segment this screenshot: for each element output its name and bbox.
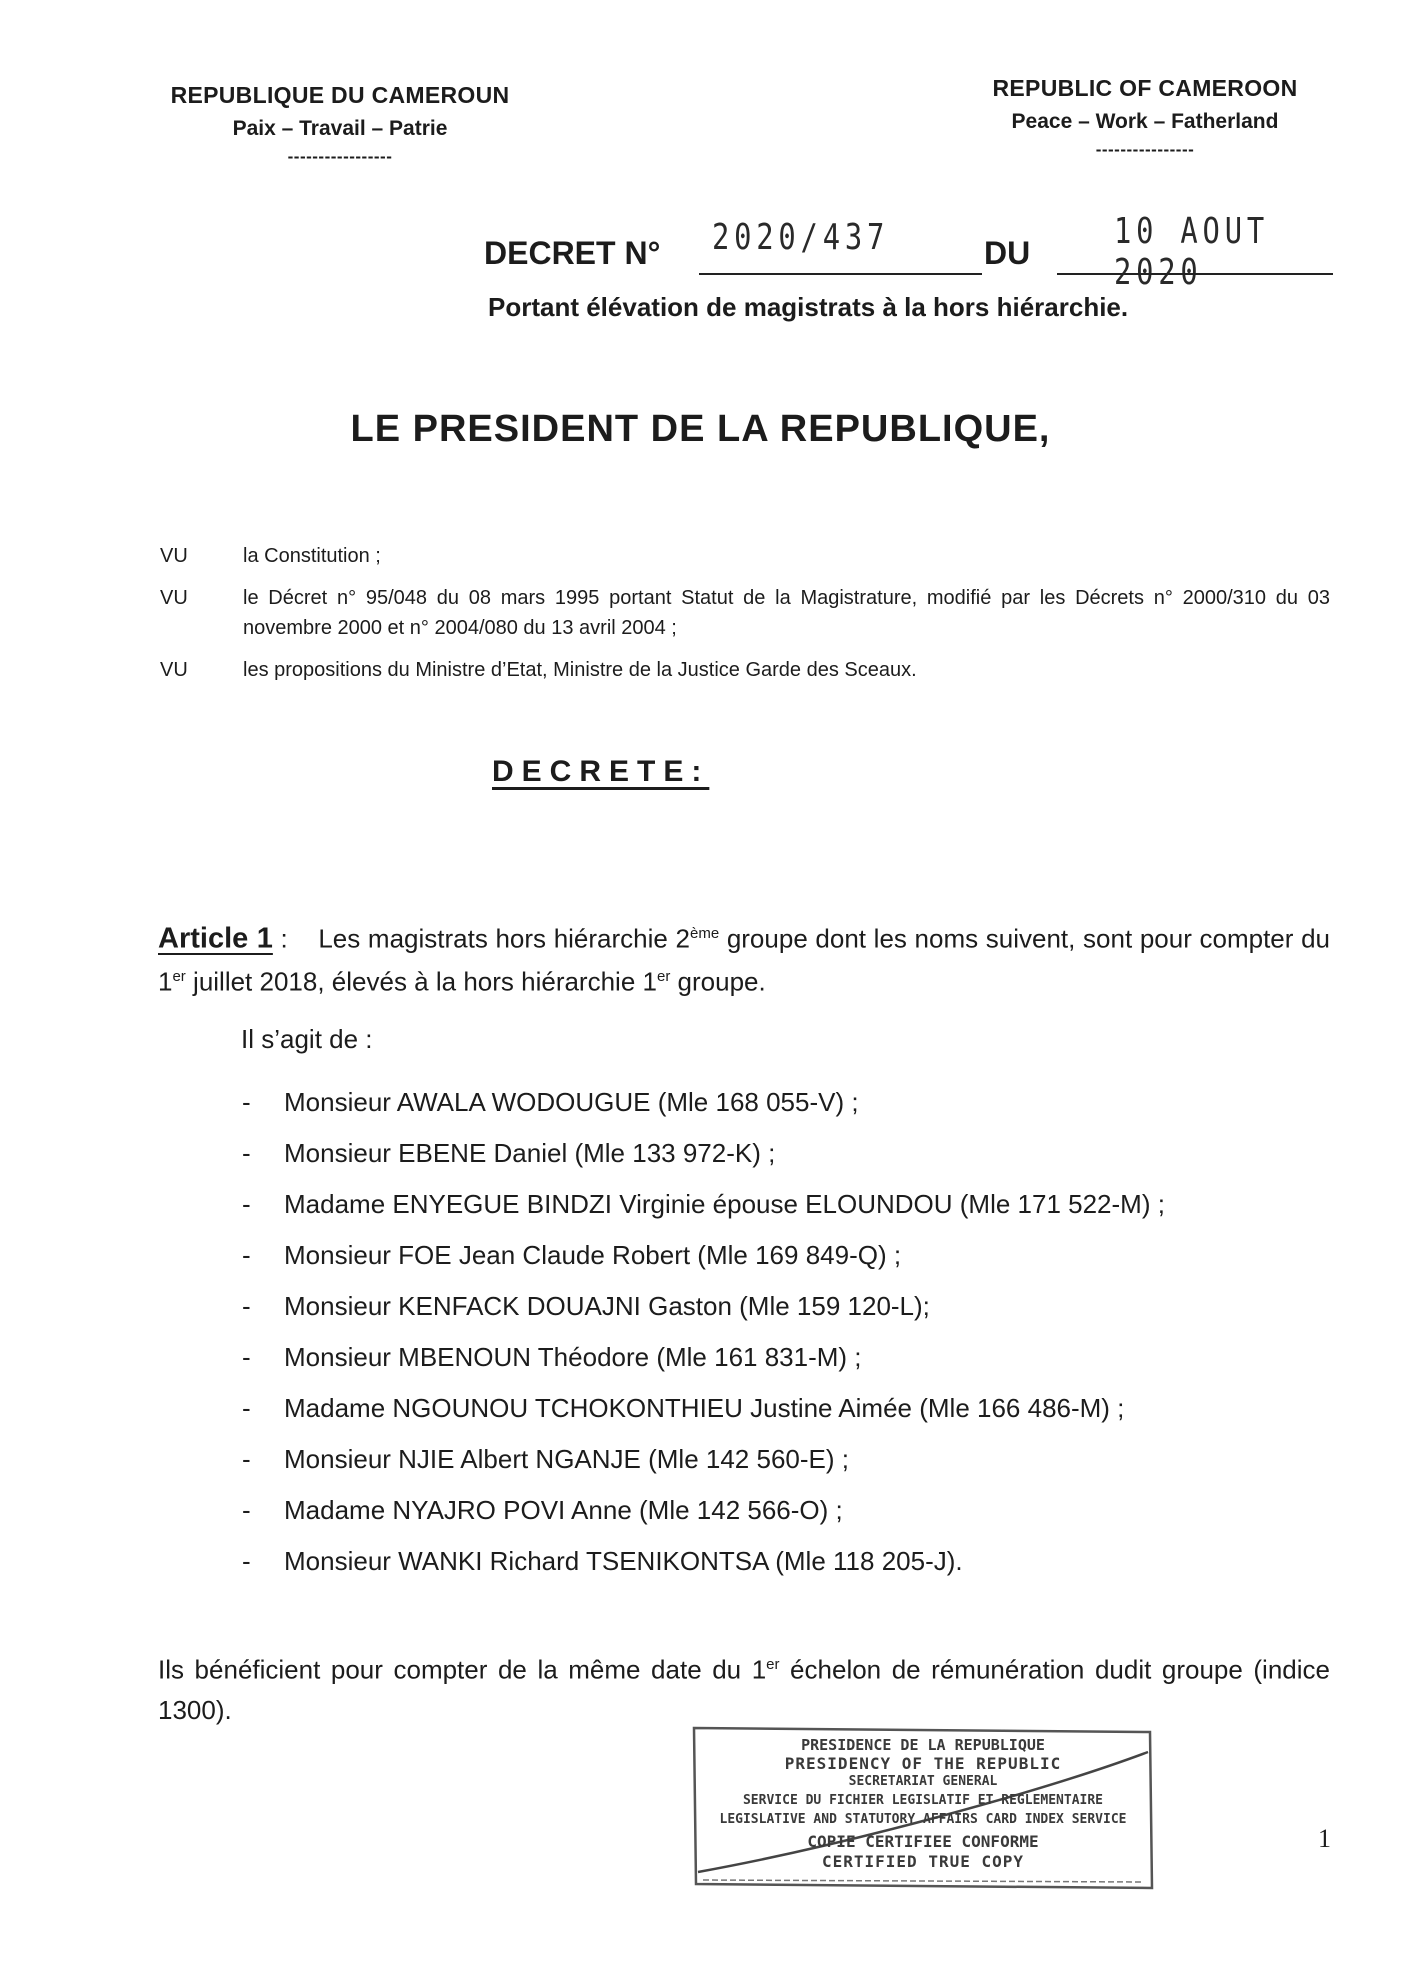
list-intro: Il s’agit de : xyxy=(241,1024,373,1054)
stamp-line: COPIE CERTIFIEE CONFORME xyxy=(807,1832,1039,1851)
superscript: er xyxy=(766,1656,780,1673)
list-item: - Monsieur MBENOUN Théodore (Mle 161 831-M) ; xyxy=(242,1342,862,1372)
president-heading: LE PRESIDENT DE LA REPUBLIQUE, xyxy=(350,408,1051,450)
decree-number-underline xyxy=(699,273,982,275)
vu-label: VU xyxy=(160,545,188,567)
decrete-heading: DECRETE: xyxy=(492,755,710,788)
header-divider: ---------------- xyxy=(1095,140,1195,159)
magistrate-name: Monsieur EBENE Daniel (Mle 133 972-K) ; xyxy=(284,1138,776,1168)
article-text: Les magistrats hors hiérarchie 2 xyxy=(318,923,690,954)
list-item: - Madame ENYEGUE BINDZI Virginie épouse ELOUNDOU (Mle 171 522-M) ; xyxy=(242,1189,1165,1219)
decree-number-label: DECRET N° xyxy=(484,235,661,271)
vu-label: VU xyxy=(160,659,188,681)
magistrate-name: Madame ENYEGUE BINDZI Virginie épouse ELOUNDOU (Mle 171 522-M) ; xyxy=(284,1189,1165,1219)
stamp-line: PRESIDENCY OF THE REPUBLIC xyxy=(784,1754,1062,1773)
decree-date-underline xyxy=(1057,273,1333,275)
country-name-fr: REPUBLIQUE DU CAMEROUN xyxy=(170,82,510,108)
vu-label: VU xyxy=(160,587,188,609)
stamp-line: PRESIDENCE DE LA REPUBLIQUE xyxy=(801,1736,1045,1754)
list-item: - Madame NGOUNOU TCHOKONTHIEU Justine Aimée (Mle 166 486-M) ; xyxy=(242,1393,1125,1423)
stamp-line: CERTIFIED TRUE COPY xyxy=(821,1852,1025,1871)
list-item: - Monsieur WANKI Richard TSENIKONTSA (Mle 118 205-J). xyxy=(242,1546,963,1576)
magistrate-name: Monsieur KENFACK DOUAJNI Gaston (Mle 159 120-L); xyxy=(284,1291,930,1321)
article-text: groupe dont les noms suivent, sont pour compter du 1 xyxy=(158,923,1330,997)
header-divider: ----------------- xyxy=(287,147,393,166)
vu-clause xyxy=(160,541,1330,571)
closing-text: Ils bénéficient pour compter de la même date du 1 xyxy=(158,1654,767,1685)
magistrate-name: Monsieur WANKI Richard TSENIKONTSA (Mle 118 205-J). xyxy=(284,1546,963,1576)
superscript: er xyxy=(172,967,186,985)
magistrate-name: Monsieur NJIE Albert NGANJE (Mle 142 560-E) ; xyxy=(284,1444,849,1474)
list-item: - Monsieur AWALA WODOUGUE (Mle 168 055-V) ; xyxy=(242,1087,859,1117)
magistrate-name: Monsieur MBENOUN Théodore (Mle 161 831-M) ; xyxy=(284,1342,862,1372)
vu-text: les propositions du Ministre d’Etat, Ministre de la Justice Garde des Sceaux. xyxy=(243,659,917,681)
decree-subtitle: Portant élévation de magistrats à la hors hiérarchie. xyxy=(488,292,1129,322)
decree-number: 2020/437 xyxy=(712,217,890,258)
list-item: - Monsieur KENFACK DOUAJNI Gaston (Mle 159 120-L); xyxy=(242,1291,930,1321)
list-item: - Monsieur EBENE Daniel (Mle 133 972-K) ; xyxy=(242,1138,776,1168)
magistrate-name: Monsieur FOE Jean Claude Robert (Mle 169 849-Q) ; xyxy=(284,1240,902,1270)
vu-text: le Décret n° 95/048 du 08 mars 1995 portant Statut de la Magistrature, modifié par les Décrets n° 2000/310 du 03 novembre 2000 et n° 2004/080 du 13 avril 2004 ; xyxy=(243,587,1330,639)
stamp-line: SECRETARIAT GENERAL xyxy=(848,1774,998,1789)
magistrate-name: Madame NYAJRO POVI Anne (Mle 142 566-O) ; xyxy=(284,1495,843,1525)
decree-title-line xyxy=(484,211,1334,293)
magistrates-list xyxy=(242,1077,1165,1587)
header-right xyxy=(955,75,1335,160)
magistrate-name: Madame NGOUNOU TCHOKONTHIEU Justine Aimée (Mle 166 486-M) ; xyxy=(284,1393,1125,1423)
header-left xyxy=(145,82,535,167)
article-text: juillet 2018, élevés à la hors hiérarchie 1 xyxy=(185,966,657,997)
certification-stamp xyxy=(688,1722,1148,1894)
superscript: er xyxy=(656,967,671,985)
stamp-line: LEGISLATIVE AND STATUTORY AFFAIRS CARD INDEX SERVICE xyxy=(719,1812,1127,1827)
article-title: Article 1 xyxy=(158,922,273,955)
vu-clause xyxy=(160,583,1330,643)
list-item: - Madame NYAJRO POVI Anne (Mle 142 566-O) ; xyxy=(242,1495,843,1525)
article-text: groupe. xyxy=(670,966,766,997)
country-name-en: REPUBLIC OF CAMEROON xyxy=(992,75,1298,101)
closing-text: échelon de rémunération dudit groupe (indice 1300). xyxy=(158,1654,1330,1725)
vu-clause xyxy=(160,655,1330,685)
magistrate-name: Monsieur AWALA WODOUGUE (Mle 168 055-V) ; xyxy=(284,1087,859,1117)
vu-text: la Constitution ; xyxy=(243,545,381,567)
motto-en: Peace – Work – Fatherland xyxy=(1011,110,1279,133)
motto-fr: Paix – Travail – Patrie xyxy=(232,117,448,140)
list-item: - Monsieur NJIE Albert NGANJE (Mle 142 560-E) ; xyxy=(242,1444,849,1474)
decree-date-label: DU xyxy=(984,235,1031,271)
decree-date: 10 AOUT 2020 xyxy=(1114,211,1269,293)
stamp-line: SERVICE DU FICHIER LEGISLATIF ET REGLEMENTAIRE xyxy=(742,1793,1104,1808)
page-number: 1 xyxy=(1318,1824,1331,1853)
article-colon: : xyxy=(272,923,288,954)
superscript: ème xyxy=(689,925,720,942)
closing-paragraph xyxy=(158,1645,1330,1730)
article-1 xyxy=(158,915,1330,1000)
list-item: - Monsieur FOE Jean Claude Robert (Mle 169 849-Q) ; xyxy=(242,1240,902,1270)
